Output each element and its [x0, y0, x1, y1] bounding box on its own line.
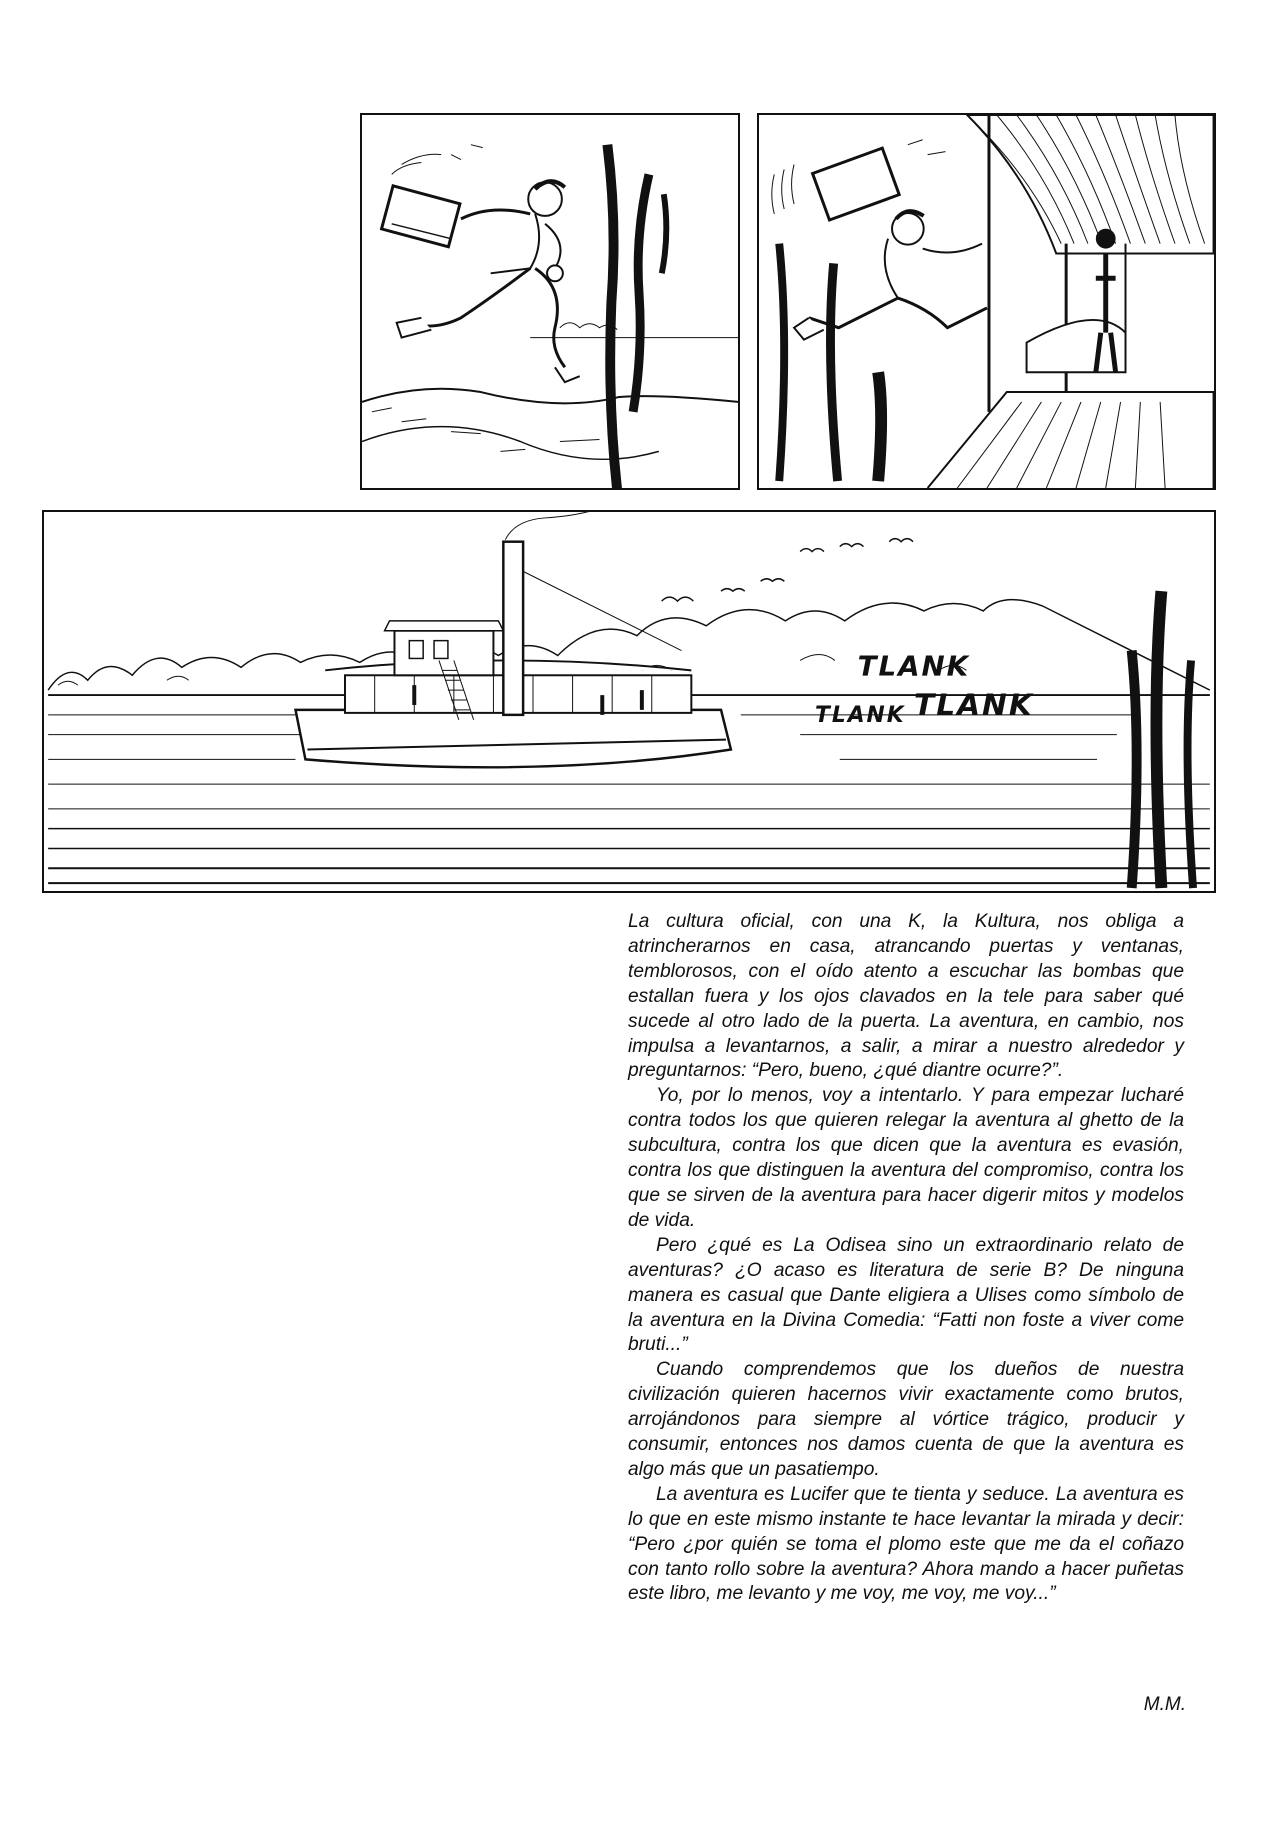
jumping-onto-boat-illustration	[759, 115, 1214, 488]
comic-panel-3	[42, 510, 1216, 893]
sfx-tlank-3: TLANK	[913, 686, 1034, 722]
comic-panel-1	[360, 113, 740, 490]
sfx-tlank-1: TLANK	[857, 649, 971, 683]
article-paragraph-5: La aventura es Lucifer que te tienta y seduce. La aventura es lo que en este mismo instante te hace levantar la mirada y decir: “Pero ¿por quién se toma el plomo este que me da el coñazo con tanto rollo sobre la aventura? Ahora mando a hacer puñetas este libro, me levanto y me voy, me voy, me voy...”	[628, 1483, 1184, 1605]
author-signature: M.M.	[1143, 1694, 1186, 1715]
article-paragraph-1: La cultura oficial, con una K, la Kultura, nos obliga a atrincherarnos en casa, atrancando puertas y ventanas, temblorosos, con el oído atento a escuchar las bombas que estallan fuera y los ojos clavados en la tele para saber qué sucede al otro lado de la puerta. La aventura, en cambio, nos impulsa a levantarnos, a salir, a mirar a nuestro alrededor y preguntarnos: “Pero, bueno, ¿qué diantre ocurre?”.	[628, 911, 1184, 1082]
article-paragraph-4: Cuando comprendemos que los dueños de nuestra civilización quieren hacernos vivir exactamente como brutos, arrojándonos para siempre al vórtice trágico, producir y consumir, entonces nos damos cuenta de que la aventura es algo más que un pasatiempo.	[628, 1359, 1184, 1480]
sfx-tlank-2: TLANK	[815, 702, 906, 728]
comic-panel-2	[757, 113, 1216, 490]
steamboat-river-illustration	[44, 512, 1214, 891]
article-text	[628, 910, 1184, 1607]
article-paragraph-3: Pero ¿qué es La Odisea sino un extraordinario relato de aventuras? ¿O acaso es literatura de serie B? De ninguna manera es casual que Dante eligiera a Ulises como símbolo de la aventura en la Divina Comedia: “Fatti non foste a viver come bruti...”	[628, 1234, 1184, 1356]
running-man-illustration	[362, 115, 738, 488]
article-paragraph-2: Yo, por lo menos, voy a intentarlo. Y para empezar lucharé contra todos los que quieren relegar la aventura al ghetto de la subcultura, contra los que dicen que la aventura es evasión, contra los que distinguen la aventura del compromiso, contra los que se sirven de la aventura para hacer digerir mitos y modelos de vida.	[628, 1085, 1184, 1231]
